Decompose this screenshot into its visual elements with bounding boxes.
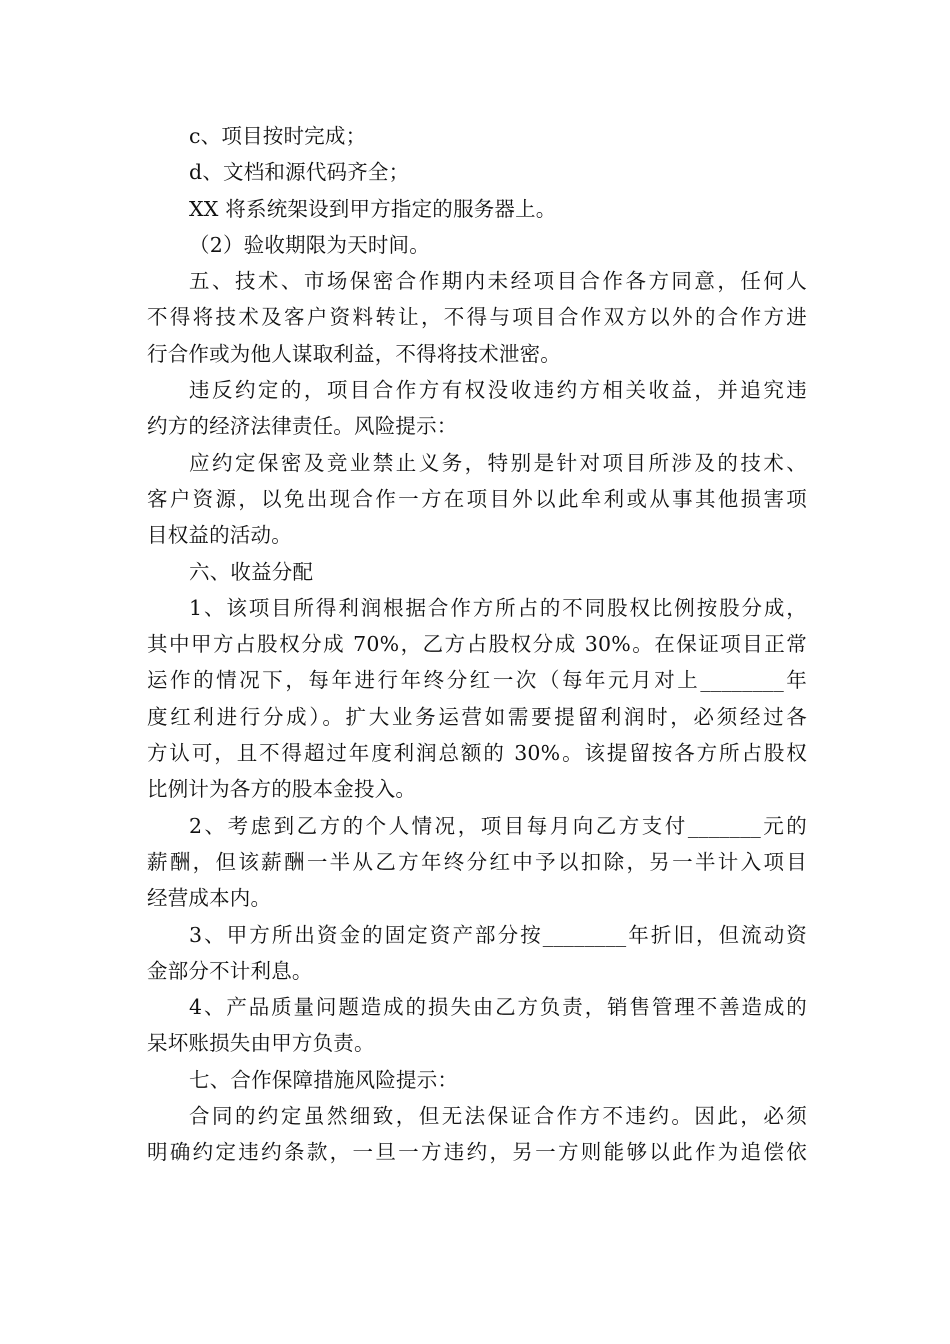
section-heading: 七、合作保障措施风险提示： xyxy=(189,1067,459,1092)
text-line: 合同的约定虽然细致，但无法保证合作方不违约。因此，必须 xyxy=(189,1104,807,1129)
text-line: 经营成本内。 xyxy=(147,886,272,911)
text-line: XX 将系统架设到甲方指定的服务器上。 xyxy=(189,196,557,221)
text-line: 2、考虑到乙方的个人情况，项目每月向乙方支付_______元的 xyxy=(189,813,807,838)
text-line: 不得将技术及客户资料转让，不得与项目合作双方以外的合作方进 xyxy=(147,305,807,330)
text-line: 运作的情况下，每年进行年终分红一次（每年元月对上________年 xyxy=(147,668,807,693)
text-line: 违反约定的，项目合作方有权没收违约方相关收益，并追究违 xyxy=(189,378,807,403)
text-line: 客户资源，以免出现合作一方在项目外以此牟利或从事其他损害项 xyxy=(147,486,807,511)
text-line: 约方的经济法律责任。风险提示： xyxy=(147,414,458,439)
text-line: 其中甲方占股权分成 70%，乙方占股权分成 30%。在保证项目正常 xyxy=(147,632,807,657)
text-line: 方认可，且不得超过年度利润总额的 30%。该提留按各方所占股权 xyxy=(147,741,807,766)
text-line: c、项目按时完成； xyxy=(189,124,367,148)
document-body xyxy=(147,118,807,1171)
text-line: 度红利进行分成）。扩大业务运营如需要提留利润时，必须经过各 xyxy=(147,704,807,729)
text-line: 比例计为各方的股本金投入。 xyxy=(147,777,417,802)
text-line: 目权益的活动。 xyxy=(147,523,292,548)
text-line: 应约定保密及竞业禁止义务，特别是针对项目所涉及的技术、 xyxy=(189,450,807,475)
text-line: 行合作或为他人谋取利益，不得将技术泄密。 xyxy=(147,341,561,366)
text-line: 1、该项目所得利润根据合作方所占的不同股权比例按股分成， xyxy=(189,595,807,620)
text-line: 薪酬，但该薪酬一半从乙方年终分红中予以扣除，另一半计入项目 xyxy=(147,849,807,874)
text-line: 呆坏账损失由甲方负责。 xyxy=(147,1031,375,1056)
text-line: 金部分不计利息。 xyxy=(147,958,313,983)
text-line: 3、甲方所出资金的固定资产部分按________年折旧，但流动资 xyxy=(189,922,807,947)
text-line: 五、技术、市场保密合作期内未经项目合作各方同意，任何人 xyxy=(189,269,807,294)
text-line: 明确约定违约条款，一旦一方违约，另一方则能够以此作为追偿依 xyxy=(147,1140,807,1165)
text-line: d、文档和源代码齐全； xyxy=(189,160,410,185)
section-heading: 六、收益分配 xyxy=(189,559,314,584)
text-line: 4、产品质量问题造成的损失由乙方负责，销售管理不善造成的 xyxy=(189,995,807,1020)
text-line: （2）验收期限为天时间。 xyxy=(189,232,430,257)
